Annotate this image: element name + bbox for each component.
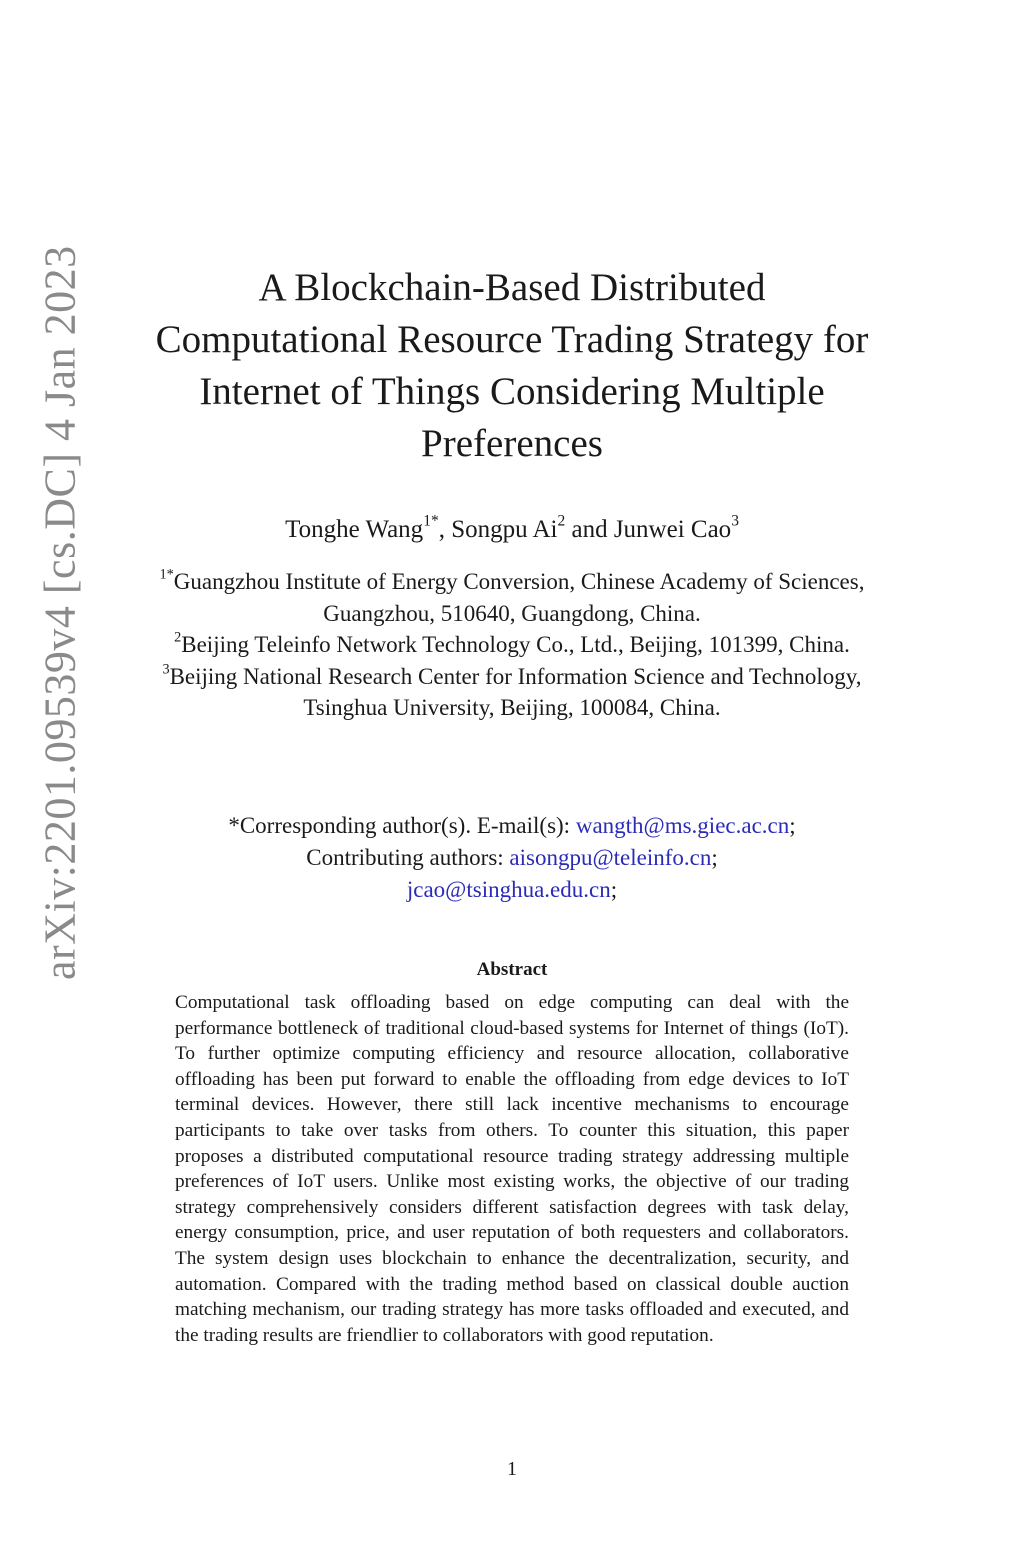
corresponding-email-link[interactable]: wangth@ms.giec.ac.cn — [575, 813, 790, 838]
author-separator: and — [565, 516, 614, 543]
author-list — [140, 514, 884, 546]
contributing-email-link[interactable]: aisongpu@teleinfo.cn — [509, 845, 712, 870]
author-name: Tonghe Wang — [285, 516, 424, 543]
author-name: Songpu Ai — [451, 516, 558, 543]
author-affiliation-mark: 1* — [423, 512, 439, 530]
page-number: 1 — [507, 1458, 517, 1480]
contact-info — [140, 810, 884, 906]
affiliation-mark: 1* — [159, 566, 174, 583]
email-terminator: ; — [789, 813, 796, 838]
contributing-authors-line-2 — [140, 874, 884, 906]
affiliation-text: Beijing National Research Center for Information Science and Technology, Tsinghua University, Beijing, 100084, China. — [169, 663, 862, 720]
abstract-text: Computational task offloading based on edge computing can deal with the performance bottleneck of traditional cloud-based systems for Internet of things (IoT). To further optimize computing efficiency and resource allocation, collaborative offloading has been put forward to enable the offloading from edge devices to IoT terminal devices. However, there still lack incentive mechanisms to encourage participants to take over tasks from others. To counter this situation, this paper proposes a distributed computational resource trading strategy addressing multiple preferences of IoT users. Unlike most existing works, the objective of our trading strategy comprehensively considers different satisfaction degrees with task delay, energy consumption, price, and user reputation of both requesters and collaborators. The system design uses blockchain to enhance the decentralization, security, and automation. Compared with the trading method based on classical double auction matching mechanism, our trading strategy has more tasks offloaded and executed, and the trading results are friendlier to collaborators with good reputation. — [175, 992, 849, 1346]
email-terminator: ; — [711, 845, 718, 870]
author-affiliation-mark: 3 — [731, 512, 739, 530]
affiliation-text: Beijing Teleinfo Network Technology Co., Ltd., Beijing, 101399, China. — [181, 632, 850, 657]
affiliation-text: Guangzhou Institute of Energy Conversion, Chinese Academy of Sciences, Guangzhou, 510640, Guangdong, China. — [173, 569, 865, 626]
affiliation-mark: 2 — [174, 629, 182, 646]
email-terminator: ; — [610, 877, 618, 902]
affiliation-entry — [140, 566, 884, 629]
contributing-authors-line — [140, 842, 884, 874]
author-name: Junwei Cao — [613, 516, 732, 543]
affiliation-entry — [140, 661, 884, 724]
affiliation-list — [140, 566, 884, 724]
arxiv-identifier-stamp: arXiv:2201.09539v4 [cs.DC] 4 Jan 2023 — [35, 245, 85, 981]
author-affiliation-mark: 2 — [557, 512, 566, 530]
author-separator: , — [438, 516, 452, 543]
contributing-label: Contributing authors: — [306, 845, 510, 870]
abstract-heading: Abstract — [476, 959, 548, 980]
contributing-email-link[interactable]: jcao@tsinghua.edu.cn — [406, 877, 611, 902]
corresponding-label: *Corresponding author(s). E-mail(s): — [228, 813, 576, 838]
paper-title: A Blockchain-Based Distributed Computational Resource Trading Strategy for Internet of Things Considering Multiple Preferences — [155, 266, 869, 465]
affiliation-mark: 3 — [162, 660, 170, 677]
corresponding-author-line — [140, 810, 884, 842]
affiliation-entry — [140, 629, 884, 661]
